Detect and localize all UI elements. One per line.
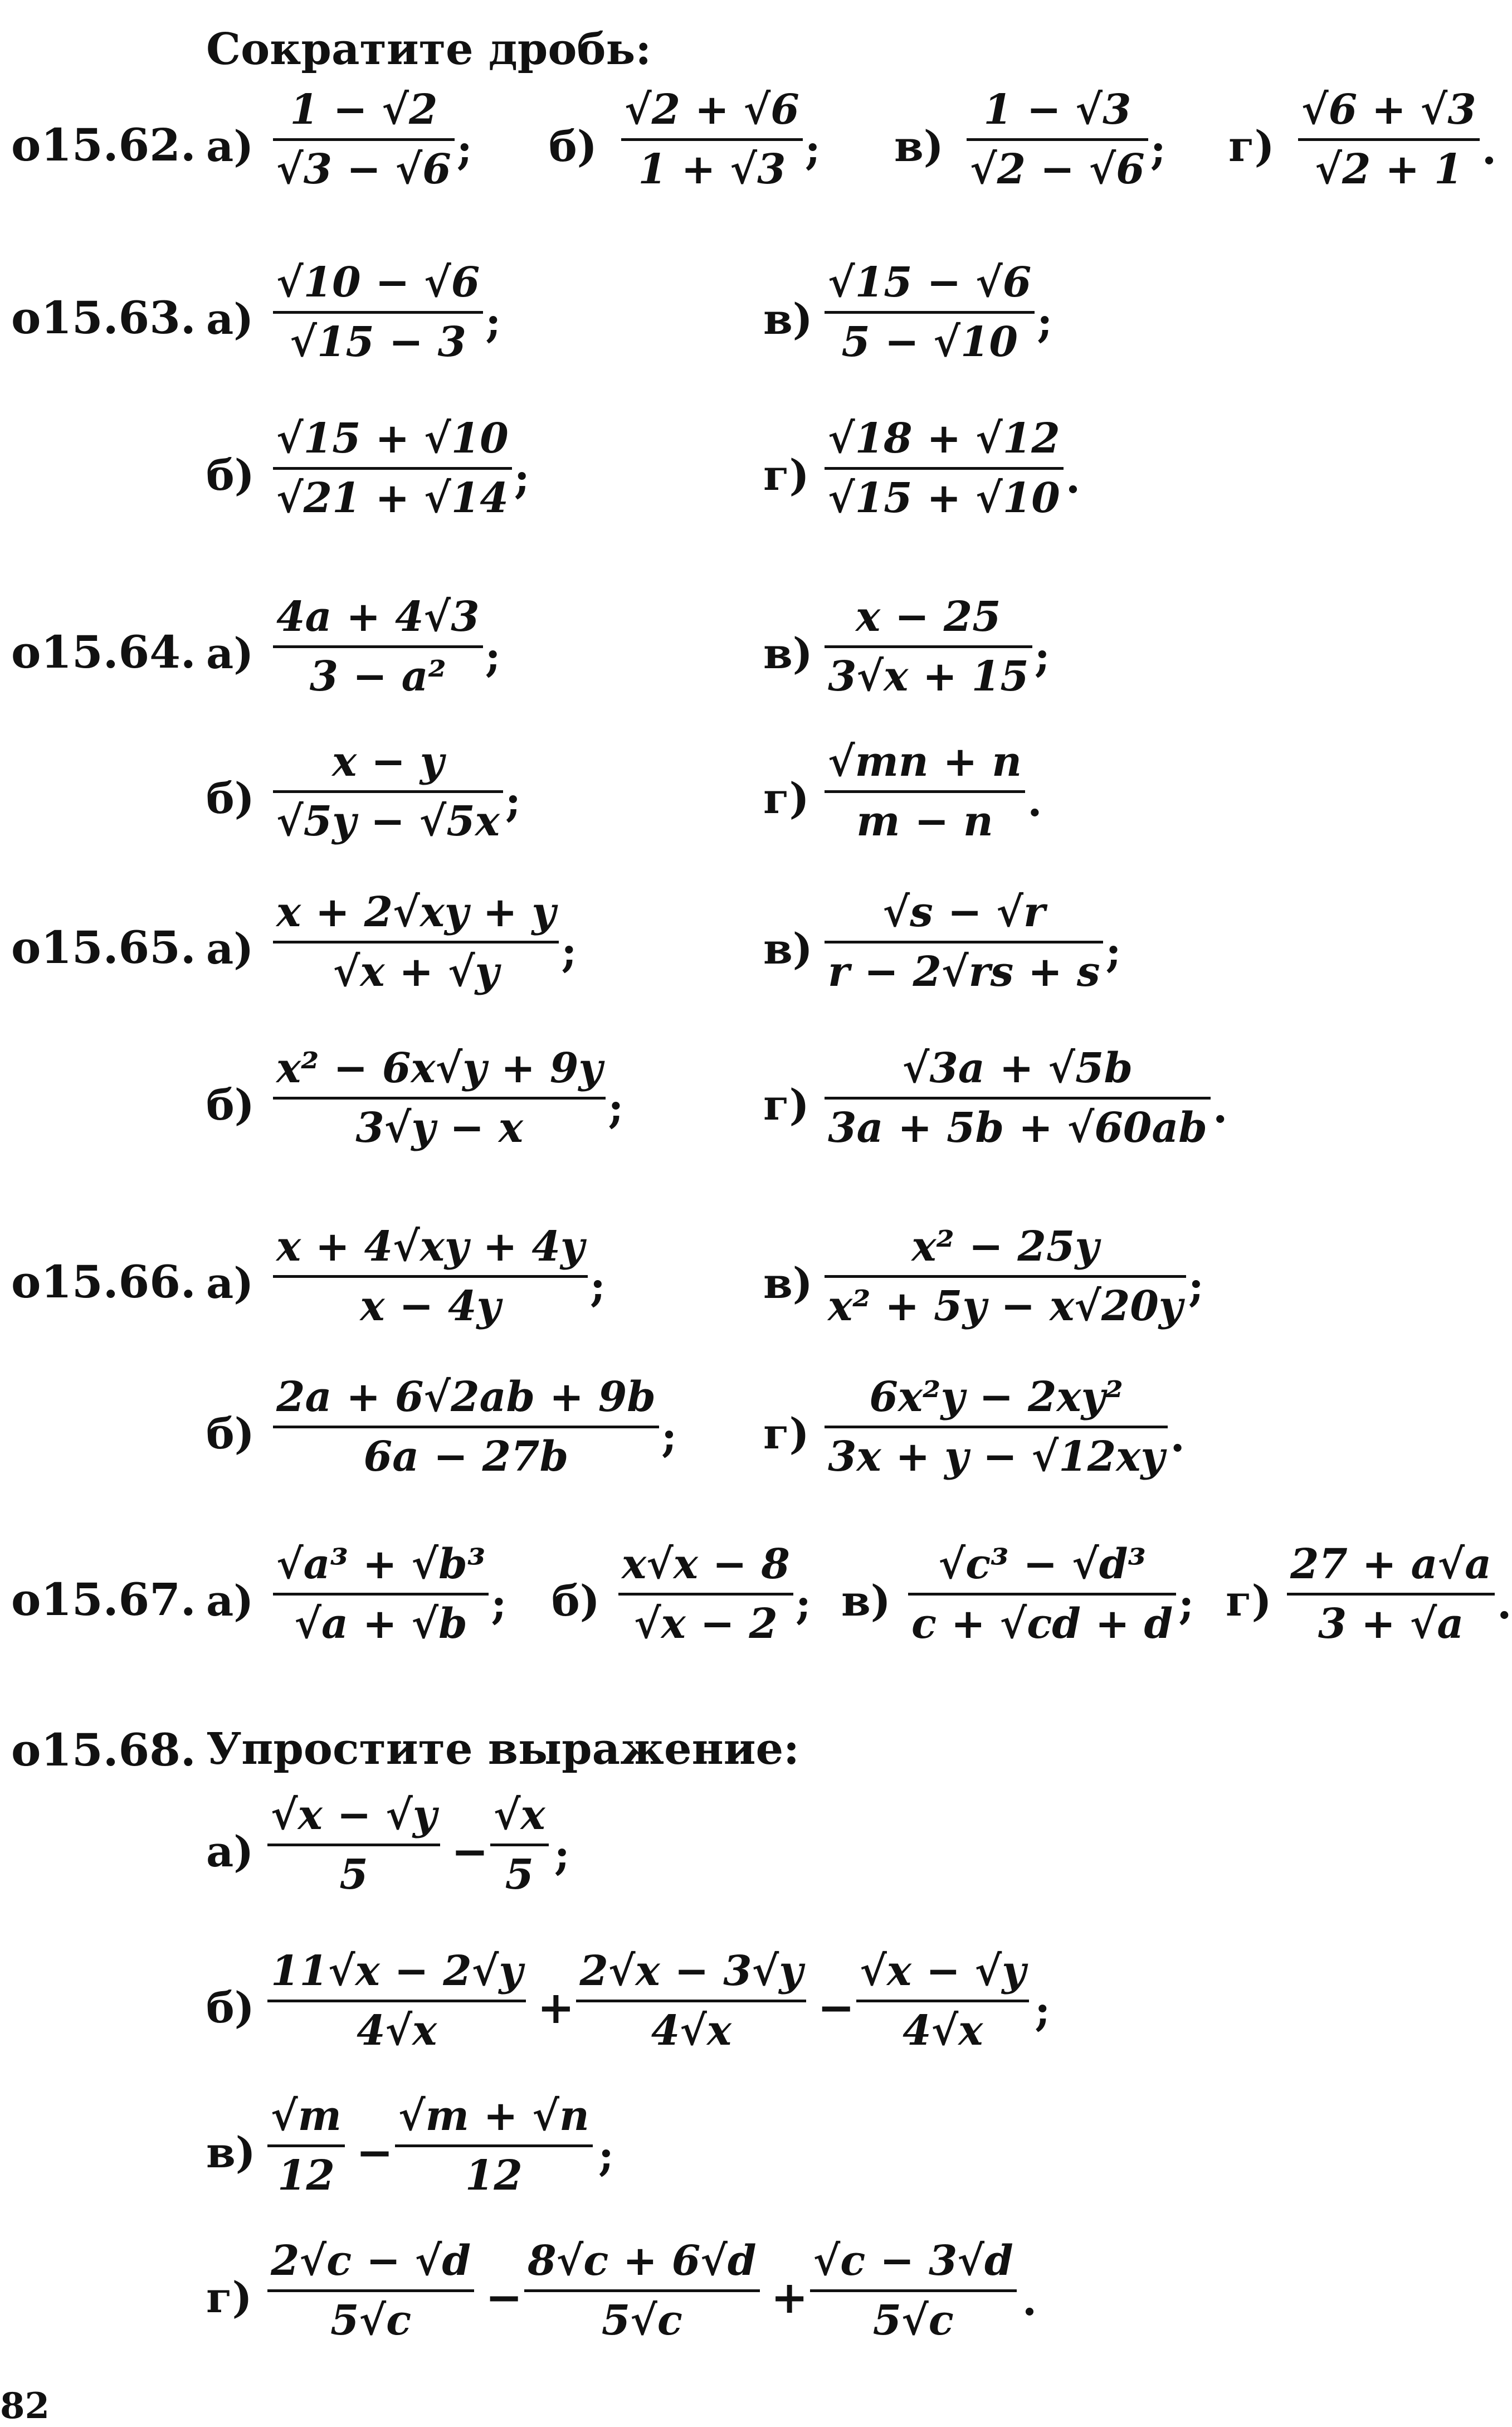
p1568-0-fraction-2 (490, 1791, 549, 1899)
p1565-punct-1: ; (1105, 927, 1121, 976)
p1562-fraction-2-denominator: √2 − √6 (970, 145, 1145, 193)
p1567-label-2: в) (841, 1576, 891, 1626)
p1564-fraction-0 (273, 593, 483, 701)
p1568-2-fraction-0-denominator: 12 (277, 2152, 335, 2200)
p1564-fraction-3 (825, 738, 1025, 845)
problem-number-p1566: o15.66. (11, 1256, 196, 1308)
p1568-3-fraction-0-numerator: 2√c − √d (271, 2237, 471, 2285)
p1566-punct-3: . (1170, 1412, 1185, 1461)
p1568-3-fraction-0 (267, 2237, 474, 2345)
p1568-0-fraction-0-denominator: 5 (339, 1851, 368, 1899)
p1567-fraction-0 (273, 1540, 489, 1648)
p1567-punct-0: ; (491, 1579, 507, 1628)
p1564-fraction-1-numerator: x − 25 (856, 593, 1001, 641)
p1562-fraction-1 (621, 86, 803, 193)
p1566-fraction-0-denominator: x − 4y (360, 1282, 501, 1330)
p1562-fraction-2-numerator: 1 − √3 (983, 86, 1131, 134)
p1565-fraction-3-denominator: 3a + 5b + √60ab (828, 1104, 1208, 1152)
p1567-fraction-2-denominator: c + √cd + d (911, 1600, 1173, 1648)
p1562-punct-1: ; (804, 124, 821, 174)
p1563-fraction-2 (273, 415, 512, 522)
p1562-punct-2: ; (1150, 124, 1166, 174)
p1567-fraction-1-numerator: x√x − 8 (622, 1540, 790, 1588)
p1563-label-2: б) (206, 450, 255, 500)
problem-number-p1563: o15.63. (11, 291, 196, 344)
p1568-2-fraction-2-numerator: √m + √n (398, 2092, 589, 2140)
p1563-fraction-3-numerator: √18 + √12 (828, 415, 1060, 463)
p1568-1-fraction-4-denominator: 4√x (903, 2007, 983, 2055)
p1564-fraction-1 (825, 593, 1032, 701)
p1568-0-fraction-2-denominator: 5 (505, 1851, 534, 1899)
p1568-label-1: б) (206, 1983, 255, 2032)
p1562-label-1: б) (549, 121, 597, 171)
p1565-fraction-3-numerator: √3a + √5b (902, 1044, 1133, 1092)
p1565-label-3: г) (763, 1080, 809, 1130)
p1562-fraction-3 (1298, 86, 1480, 193)
p1566-fraction-2 (273, 1373, 659, 1481)
p1564-fraction-2-numerator: x − y (332, 738, 444, 786)
p1565-label-0: а) (206, 924, 254, 974)
p1563-fraction-2-denominator: √21 + √14 (276, 474, 509, 522)
p1562-fraction-0-numerator: 1 − √2 (290, 86, 438, 134)
p1566-fraction-0-numerator: x + 4√xy + 4y (276, 1223, 584, 1271)
p1567-fraction-0-numerator: √a³ + √b³ (276, 1540, 486, 1588)
p1562-fraction-0-denominator: √3 − √6 (276, 145, 451, 193)
p1567-label-1: б) (552, 1576, 600, 1626)
p1568-label-0: а) (206, 1827, 254, 1876)
p1567-label-3: г) (1226, 1576, 1272, 1626)
p1567-punct-2: ; (1178, 1579, 1194, 1628)
p1563-fraction-0-numerator: √10 − √6 (276, 259, 480, 307)
p1565-punct-0: ; (561, 927, 577, 976)
p1563-punct-1: ; (1037, 297, 1053, 347)
p1566-fraction-2-numerator: 2a + 6√2ab + 9b (276, 1373, 656, 1421)
p1568-1-fraction-0-numerator: 11√x − 2√y (271, 1947, 523, 1995)
problem-number-p1565: o15.65. (11, 921, 196, 974)
p1564-punct-3: . (1027, 776, 1042, 826)
p1564-fraction-3-denominator: m − n (856, 797, 993, 845)
p1568-3-fraction-2-denominator: 5√c (601, 2297, 682, 2345)
p1564-punct-0: ; (485, 631, 501, 681)
p1568-2-fraction-2 (395, 2092, 593, 2200)
p1563-fraction-0-denominator: √15 − 3 (290, 318, 466, 366)
p1565-fraction-0-denominator: √x + √y (333, 948, 499, 996)
p1568-3-fraction-2 (524, 2237, 760, 2345)
p1564-fraction-1-denominator: 3√x + 15 (828, 653, 1029, 701)
p1565-fraction-1-numerator: √s − √r (882, 888, 1045, 936)
p1563-fraction-2-numerator: √15 + √10 (276, 415, 509, 463)
p1568-1-fraction-2-denominator: 4√x (651, 2007, 731, 2055)
p1566-fraction-2-denominator: 6a − 27b (363, 1433, 569, 1481)
p1563-label-0: а) (206, 294, 254, 344)
p1568-3-fraction-4-denominator: 5√c (872, 2297, 954, 2345)
p1568-1-fraction-0 (267, 1947, 526, 2055)
p1565-label-1: в) (763, 924, 813, 974)
p1568-1-fraction-2-numerator: 2√x − 3√y (579, 1947, 803, 1995)
p1566-fraction-3-denominator: 3x + y − √12xy (828, 1433, 1165, 1481)
p1563-punct-2: ; (514, 453, 530, 503)
problem-number-15-62: o15.62. (11, 119, 196, 171)
problem-number-p1564: o15.64. (11, 626, 196, 678)
p1568-0-fraction-2-numerator: √x (493, 1791, 545, 1839)
page-number: 82 (0, 2385, 50, 2427)
p1568-1-fraction-4 (856, 1947, 1029, 2055)
p1567-punct-3: . (1497, 1579, 1512, 1628)
p1564-label-1: в) (763, 629, 813, 678)
p1563-fraction-1-numerator: √15 − √6 (828, 259, 1032, 307)
p1568-2-fraction-2-denominator: 12 (465, 2152, 523, 2200)
p1568-1-operator-1: + (537, 1981, 575, 2034)
p1567-fraction-2-numerator: √c³ − √d³ (938, 1540, 1146, 1588)
p1562-fraction-2 (967, 86, 1148, 193)
p1563-label-1: в) (763, 294, 813, 344)
p1564-label-2: б) (206, 774, 255, 823)
p1564-fraction-0-denominator: 3 − a² (309, 653, 446, 701)
p1566-fraction-1-denominator: x² + 5y − x√20y (828, 1282, 1183, 1330)
p1562-fraction-3-numerator: √6 + √3 (1301, 86, 1476, 134)
reduce-instruction: Сократите дробь: (206, 24, 652, 75)
p1568-punct-0: ; (554, 1830, 570, 1879)
p1568-2-fraction-0-numerator: √m (271, 2092, 342, 2140)
p1563-fraction-1-denominator: 5 − √10 (841, 318, 1018, 366)
p1568-label-2: в) (206, 2128, 256, 2177)
p1566-fraction-3-numerator: 6x²y − 2xy² (869, 1373, 1123, 1421)
p1566-label-3: г) (763, 1409, 809, 1458)
p1562-punct-3: . (1481, 124, 1497, 174)
p1568-label-3: г) (206, 2273, 252, 2322)
p1565-label-2: б) (206, 1080, 255, 1130)
p1565-fraction-1 (825, 888, 1103, 996)
p1568-3-fraction-4-numerator: √c − 3√d (813, 2237, 1013, 2285)
p1568-2-fraction-0 (267, 2092, 345, 2200)
p1566-punct-0: ; (589, 1261, 606, 1311)
p1566-fraction-1-numerator: x² − 25y (911, 1223, 1099, 1271)
p1563-label-3: г) (763, 450, 809, 500)
p1563-fraction-3-denominator: √15 + √10 (828, 474, 1060, 522)
p1566-label-2: б) (206, 1409, 255, 1458)
problem-number-15-68: o15.68. (11, 1724, 196, 1776)
p1568-0-operator-1: − (451, 1825, 489, 1878)
p1567-fraction-3 (1287, 1540, 1495, 1648)
p1562-punct-0: ; (456, 124, 472, 174)
p1565-punct-3: . (1213, 1083, 1228, 1132)
p1564-punct-2: ; (505, 776, 521, 826)
p1565-fraction-0-numerator: x + 2√xy + y (276, 888, 556, 936)
p1568-3-fraction-4 (810, 2237, 1017, 2345)
p1568-3-fraction-2-numerator: 8√c + 6√d (528, 2237, 757, 2285)
p1563-fraction-1 (825, 259, 1035, 366)
p1567-fraction-3-numerator: 27 + a√a (1290, 1540, 1492, 1588)
p1566-fraction-3 (825, 1373, 1168, 1481)
p1566-punct-1: ; (1188, 1261, 1204, 1311)
p1567-fraction-1-denominator: √x − 2 (634, 1600, 778, 1648)
p1562-label-0: а) (206, 121, 254, 171)
p1567-fraction-0-denominator: √a + √b (294, 1600, 467, 1648)
p1568-1-operator-3: − (817, 1981, 855, 2034)
p1566-label-1: в) (763, 1258, 813, 1308)
p1565-fraction-0 (273, 888, 559, 996)
p1562-fraction-3-denominator: √2 + 1 (1315, 145, 1463, 193)
p1562-label-2: в) (894, 121, 944, 171)
p1563-fraction-3 (825, 415, 1064, 522)
p1562-fraction-1-numerator: √2 + √6 (625, 86, 799, 134)
p1564-label-0: а) (206, 629, 254, 678)
p1564-label-3: г) (763, 774, 809, 823)
p1564-fraction-3-numerator: √mn + n (828, 738, 1022, 786)
p1566-punct-2: ; (661, 1412, 677, 1461)
p1566-fraction-1 (825, 1223, 1186, 1330)
p1567-fraction-3-denominator: 3 + √a (1318, 1600, 1464, 1648)
p1564-fraction-2 (273, 738, 503, 845)
p1568-0-fraction-0 (267, 1791, 440, 1899)
p1568-3-fraction-0-denominator: 5√c (330, 2297, 412, 2345)
p1565-punct-2: ; (608, 1083, 624, 1132)
p1563-punct-0: ; (485, 297, 501, 347)
p1567-label-0: а) (206, 1576, 254, 1626)
p1562-fraction-0 (273, 86, 455, 193)
p1567-punct-1: ; (795, 1579, 811, 1628)
p1565-fraction-2-denominator: 3√y − x (355, 1104, 524, 1152)
p1568-1-fraction-2 (576, 1947, 806, 2055)
p1566-label-0: а) (206, 1258, 254, 1308)
p1563-fraction-0 (273, 259, 483, 366)
p1564-fraction-0-numerator: 4a + 4√3 (276, 593, 480, 641)
p1568-1-fraction-4-numerator: √x − √y (860, 1947, 1026, 1995)
p1568-0-fraction-0-numerator: √x − √y (271, 1791, 437, 1839)
p1568-2-operator-1: − (355, 2126, 393, 2178)
p1567-fraction-2 (908, 1540, 1176, 1648)
p1562-label-3: г) (1228, 121, 1275, 171)
p1564-punct-1: ; (1034, 631, 1050, 681)
p1568-3-operator-1: − (485, 2271, 523, 2323)
p1568-punct-2: ; (598, 2131, 614, 2180)
p1565-fraction-2-numerator: x² − 6x√y + 9y (276, 1044, 603, 1092)
p1568-3-operator-3: + (770, 2271, 808, 2323)
p1568-punct-3: . (1022, 2275, 1037, 2325)
p1565-fraction-3 (825, 1044, 1211, 1152)
p1564-fraction-2-denominator: √5y − √5x (276, 797, 500, 845)
p1568-punct-1: ; (1035, 1986, 1051, 2035)
p1566-fraction-0 (273, 1223, 588, 1330)
p1562-fraction-1-denominator: 1 + √3 (638, 145, 786, 193)
problem-number-15-67: o15.67. (11, 1573, 196, 1626)
p1565-fraction-2 (273, 1044, 606, 1152)
p1568-1-fraction-0-denominator: 4√x (357, 2007, 437, 2055)
p1567-fraction-1 (618, 1540, 793, 1648)
p1563-punct-3: . (1065, 453, 1081, 503)
simplify-instruction: Упростите выражение: (206, 1724, 799, 1774)
p1565-fraction-1-denominator: r − 2√rs + s (828, 948, 1100, 996)
